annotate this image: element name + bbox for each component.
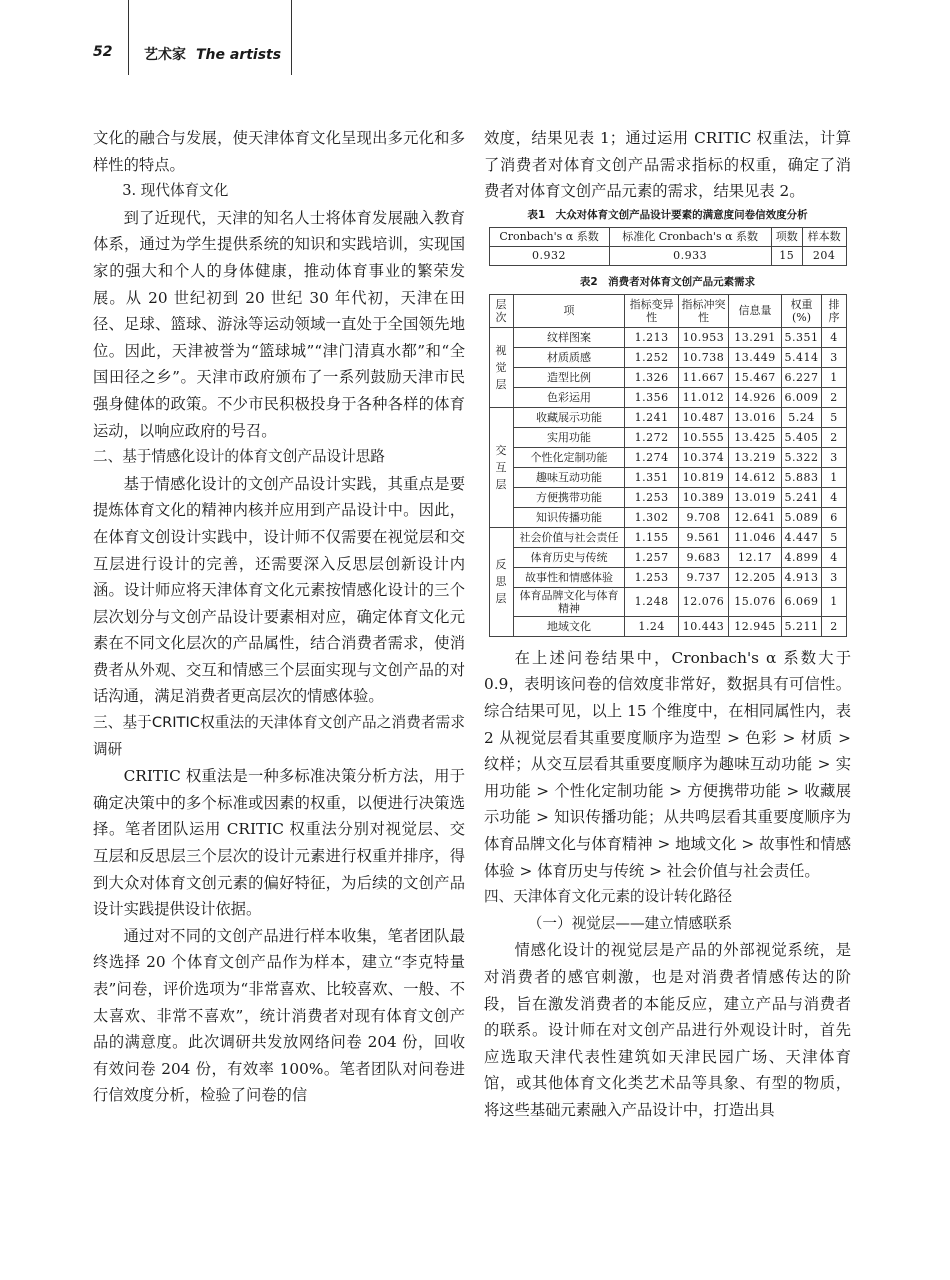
table2-header: 项	[513, 294, 625, 327]
item-cell: 社会价值与社会责任	[513, 527, 625, 547]
table-row	[489, 507, 846, 527]
table1-cell: 204	[802, 246, 846, 265]
value-cell: 2	[822, 427, 846, 447]
value-cell: 2	[822, 387, 846, 407]
item-cell: 故事性和情感体验	[513, 567, 625, 587]
item-cell: 造型比例	[513, 367, 625, 387]
value-cell: 1	[822, 467, 846, 487]
value-cell: 10.443	[678, 616, 729, 636]
value-cell: 1.253	[625, 567, 678, 587]
value-cell: 1.248	[625, 587, 678, 616]
value-cell: 5.405	[781, 427, 822, 447]
paragraph: 在上述问卷结果中，Cronbach's α 系数大于 0.9，表明该问卷的信效度非常好，数据具有可信性。综合结果可见，以上 15 个维度中，在相同属性内，表 2 从视觉层看其重要度顺序为造型 > 色彩 > 材质 > 纹样；从交互层看其重要度顺序为趣味互动功能 > 实用功能 > 个性化定制功能 > 方便携带功能 > 收藏展示功能 > 知识传播功能；从共鸣层看其重要度顺序为体育品牌文化与体育精神 > 地域文化 > 故事性和情感体验 > 体育历史与传统 > 社会价值与社会责任。	[484, 648, 851, 880]
value-cell: 6.009	[781, 387, 822, 407]
value-cell: 2	[822, 616, 846, 636]
value-cell: 6.227	[781, 367, 822, 387]
section-heading-4: 四、天津体育文化元素的设计转化路径	[484, 888, 733, 906]
header-divider-right	[291, 0, 292, 75]
table1-header: 标准化 Cronbach's α 系数	[609, 227, 771, 246]
value-cell: 1.241	[625, 407, 678, 427]
section-heading-3: 三、基于CRITIC权重法的天津体育文创产品之消费者需求调研	[93, 714, 465, 758]
value-cell: 5	[822, 527, 846, 547]
value-cell: 10.555	[678, 427, 729, 447]
item-cell: 趣味互动功能	[513, 467, 625, 487]
table2-body	[489, 327, 846, 636]
table1-header: 项数	[771, 227, 802, 246]
value-cell: 4	[822, 547, 846, 567]
value-cell: 5.24	[781, 407, 822, 427]
value-cell: 4.447	[781, 527, 822, 547]
table-row	[489, 527, 846, 547]
value-cell: 5.241	[781, 487, 822, 507]
header-divider-left	[128, 0, 129, 75]
value-cell: 10.374	[678, 447, 729, 467]
journal-title	[144, 44, 281, 64]
table2-header: 指标变异性	[625, 294, 678, 327]
value-cell: 6.069	[781, 587, 822, 616]
value-cell: 5.351	[781, 327, 822, 347]
paragraph: 文化的融合与发展，使天津体育文化呈现出多元化和多样性的特点。	[93, 129, 465, 174]
table-row	[489, 387, 846, 407]
value-cell: 5	[822, 407, 846, 427]
demand-weight-table	[489, 294, 847, 637]
table1-caption: 表1 大众对体育文创产品设计要素的满意度问卷信效度分析	[527, 208, 808, 221]
item-cell: 纹样图案	[513, 327, 625, 347]
value-cell: 1.257	[625, 547, 678, 567]
value-cell: 13.219	[729, 447, 781, 467]
value-cell: 13.291	[729, 327, 781, 347]
value-cell: 1.326	[625, 367, 678, 387]
value-cell: 3	[822, 567, 846, 587]
value-cell: 4	[822, 327, 846, 347]
paragraph: CRITIC 权重法是一种多标准决策分析方法，用于确定决策中的多个标准或因素的权重，以便进行决策选择。笔者团队运用 CRITIC 权重法分别对视觉层、交互层和反思层三个层次的设计元素进行权重并排序，得到大众对体育文创元素的偏好特征，为后续的文创产品设计实践提供设计依据。	[93, 767, 465, 919]
value-cell: 15.076	[729, 587, 781, 616]
value-cell: 9.737	[678, 567, 729, 587]
value-cell: 12.641	[729, 507, 781, 527]
item-cell: 收藏展示功能	[513, 407, 625, 427]
value-cell: 4.913	[781, 567, 822, 587]
value-cell: 1	[822, 367, 846, 387]
value-cell: 14.612	[729, 467, 781, 487]
table-row	[489, 327, 846, 347]
page-number: 52	[93, 44, 113, 60]
value-cell: 12.205	[729, 567, 781, 587]
table1-cell: 0.933	[609, 246, 771, 265]
paragraph: 情感化设计的视觉层是产品的外部视觉系统，是对消费者的感官刺激，也是对消费者情感传达的阶段，旨在激发消费者的本能反应，建立产品与消费者的联系。设计师在对文创产品进行外观设计时，首先应选取天津代表性建筑如天津民园广场、天津体育馆，或其他体育文化类艺术品等具象、有型的物质，将这些基础元素融入产品设计中，打造出具	[484, 941, 851, 1119]
right-column	[484, 125, 851, 1123]
paragraph: 基于情感化设计的文创产品设计实践，其重点是要提炼体育文化的精神内核并应用到产品设计中。因此，在体育文创设计实践中，设计师不仅需要在视觉层和交互层进行设计的完善，还需要深入反思层创新设计内涵。设计师应将天津体育文化元素按情感化设计的三个层次划分与文创产品设计要素相对应，确定体育文化元素在不同文化层次的产品属性，结合消费者需求，使消费者从外观、交互和情感三个层面实现与文创产品的对话沟通，满足消费者更高层次的情感体验。	[93, 474, 465, 706]
value-cell: 1.302	[625, 507, 678, 527]
table-row	[489, 547, 846, 567]
left-column	[93, 125, 465, 1109]
paragraph: 到了近现代，天津的知名人士将体育发展融入教育体系，通过为学生提供系统的知识和实践培训，实现国家的强大和个人的身体健康，推动体育事业的繁荣发展。从 20 世纪初到 20 世纪 30 年代初，天津在田径、足球、篮球、游泳等运动领域一直处于全国领先地位。因此，天津被誉为“篮球城”“津门清真水都”和“全国田径之乡”。天津市政府颁布了一系列鼓励天津市民强身健体的政策。不少市民积极投身于各种各样的体育运动，以响应政府的号召。	[93, 208, 465, 440]
item-cell: 材质质感	[513, 347, 625, 367]
value-cell: 1	[822, 587, 846, 616]
table1-header: Cronbach's α 系数	[489, 227, 609, 246]
table1-cell: 15	[771, 246, 802, 265]
value-cell: 11.046	[729, 527, 781, 547]
value-cell: 5.414	[781, 347, 822, 367]
value-cell: 1.272	[625, 427, 678, 447]
table-row	[489, 427, 846, 447]
table-row	[489, 467, 846, 487]
level-cell: 反思层	[489, 527, 513, 636]
value-cell: 15.467	[729, 367, 781, 387]
item-cell: 方便携带功能	[513, 487, 625, 507]
value-cell: 12.076	[678, 587, 729, 616]
value-cell: 1.351	[625, 467, 678, 487]
value-cell: 11.012	[678, 387, 729, 407]
value-cell: 1.356	[625, 387, 678, 407]
table1-header: 样本数	[802, 227, 846, 246]
value-cell: 10.819	[678, 467, 729, 487]
value-cell: 13.425	[729, 427, 781, 447]
value-cell: 1.253	[625, 487, 678, 507]
value-cell: 5.089	[781, 507, 822, 527]
value-cell: 10.738	[678, 347, 729, 367]
item-cell: 个性化定制功能	[513, 447, 625, 467]
value-cell: 9.708	[678, 507, 729, 527]
table-row	[489, 587, 846, 616]
table-row	[489, 367, 846, 387]
table-row	[489, 447, 846, 467]
table2-caption: 表2 消费者对体育文创产品元素需求	[579, 275, 756, 288]
value-cell: 1.155	[625, 527, 678, 547]
level-cell: 视觉层	[489, 327, 513, 407]
item-cell: 体育历史与传统	[513, 547, 625, 567]
value-cell: 13.016	[729, 407, 781, 427]
value-cell: 5.322	[781, 447, 822, 467]
value-cell: 6	[822, 507, 846, 527]
value-cell: 4	[822, 487, 846, 507]
section-heading-2: 二、基于情感化设计的体育文创产品设计思路	[93, 448, 385, 466]
table2-header: 层次	[489, 294, 513, 327]
table2-header: 指标冲突性	[678, 294, 729, 327]
table2-header: 信息量	[729, 294, 781, 327]
value-cell: 1.252	[625, 347, 678, 367]
table-row	[489, 407, 846, 427]
table-row	[489, 616, 846, 636]
item-cell: 色彩运用	[513, 387, 625, 407]
item-cell: 地域文化	[513, 616, 625, 636]
value-cell: 10.487	[678, 407, 729, 427]
paragraph: 通过对不同的文创产品进行样本收集，笔者团队最终选择 20 个体育文创产品作为样本，建立“李克特量表”问卷，评价选项为“非常喜欢、比较喜欢、一般、不太喜欢、非常不喜欢”，统计消费者对现有体育文创产品的满意度。此次调研共发放网络问卷 204 份，回收有效问卷 204 份，有效率 100%。笔者团队对问卷进行信效度分析，检验了问卷的信	[93, 926, 465, 1105]
value-cell: 10.953	[678, 327, 729, 347]
value-cell: 12.17	[729, 547, 781, 567]
paragraph: 效度，结果见表 1；通过运用 CRITIC 权重法，计算了消费者对体育文创产品需求指标的权重，确定了消费者对体育文创产品元素的需求，结果见表 2。	[484, 129, 851, 201]
value-cell: 13.019	[729, 487, 781, 507]
item-cell: 体育品牌文化与体育精神	[513, 587, 625, 616]
table-row	[489, 567, 846, 587]
table2-header: 权重(%)	[781, 294, 822, 327]
value-cell: 4.899	[781, 547, 822, 567]
section-heading-modern: 3. 现代体育文化	[122, 182, 229, 200]
level-cell: 交互层	[489, 407, 513, 527]
table-row	[489, 347, 846, 367]
table2-header: 排序	[822, 294, 846, 327]
value-cell: 5.211	[781, 616, 822, 636]
value-cell: 1.24	[625, 616, 678, 636]
value-cell: 11.667	[678, 367, 729, 387]
value-cell: 3	[822, 447, 846, 467]
journal-title-en: The artists	[196, 47, 282, 63]
table1-cell: 0.932	[489, 246, 609, 265]
value-cell: 10.389	[678, 487, 729, 507]
item-cell: 知识传播功能	[513, 507, 625, 527]
value-cell: 1.274	[625, 447, 678, 467]
value-cell: 12.945	[729, 616, 781, 636]
subsection-heading-visual: （一）视觉层——建立情感联系	[527, 914, 733, 932]
reliability-table	[489, 227, 847, 266]
value-cell: 3	[822, 347, 846, 367]
item-cell: 实用功能	[513, 427, 625, 447]
value-cell: 9.683	[678, 547, 729, 567]
value-cell: 5.883	[781, 467, 822, 487]
journal-title-cn: 艺术家	[144, 47, 186, 63]
value-cell: 14.926	[729, 387, 781, 407]
value-cell: 9.561	[678, 527, 729, 547]
value-cell: 13.449	[729, 347, 781, 367]
value-cell: 1.213	[625, 327, 678, 347]
table-row	[489, 487, 846, 507]
